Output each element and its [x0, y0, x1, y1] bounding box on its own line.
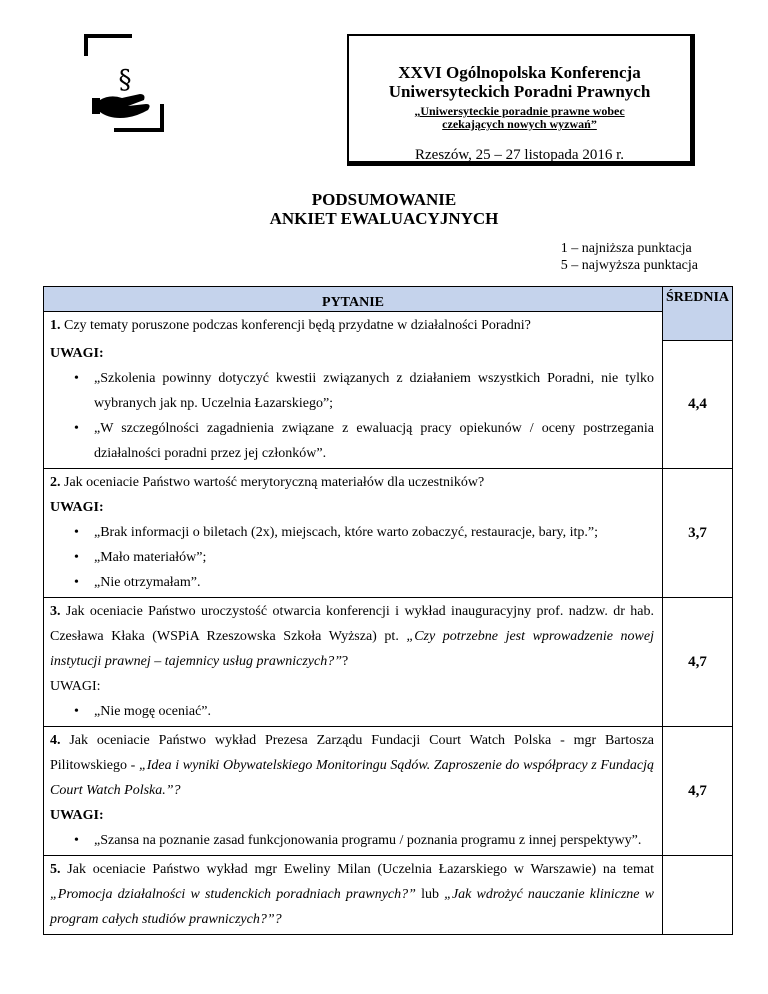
question-3: 3. Jak oceniacie Państwo uroczystość otwarcia konferencji i wykład inauguracyjny prof. nadzw. dr hab. Czesława Kłaka (WSPiA Rzeszowska Szkoła Wyższa) pt. „Czy potrzebne jest wprowadzenie nowej instytucji prawnej – tajemnicy usług prawniczych?”? UWAGI: • „Nie mogę oceniać”.: [44, 598, 663, 727]
note-item: • „Nie otrzymałam”.: [80, 570, 654, 595]
note-item: • „Szkolenia powinny dotyczyć kwestii związanych z działaniem wszystkich Poradni, nie tylko wybranych jak np. Uczelnia Łazarskiego”;: [80, 366, 654, 416]
question-5: 5. Jak oceniacie Państwo wykład mgr Eweliny Milan (Uczelnia Łazarskiego w Warszawie) na temat „Promocja działalności w studenckich poradniach prawnych?” lub „Jak wdrożyć nauczanie kliniczne w program całych studiów prawniczych?”?: [44, 856, 663, 935]
table-row: [44, 312, 733, 341]
table-header-row: [44, 287, 733, 312]
note-item: • „Szansa na poznanie zasad funkcjonowania programu / poznania programu z innej perspektywy”.: [80, 828, 654, 853]
question-column-header: PYTANIE: [44, 287, 663, 312]
notes-label: UWAGI:: [50, 679, 101, 694]
table-row: [44, 598, 733, 727]
question-4: 4. Jak oceniacie Państwo wykład Prezesa Zarządu Fundacji Court Watch Polska - mgr Bartosza Pilitowskiego - „Idea i wyniki Obywatelskiego Monitoringu Sądów. Zaproszenie do współpracy z Fundacją Court Watch Polska.”? UWAGI: • „Szansa na poznanie zasad funkcjonowania programu / poznania programu z innej perspektywy”.: [44, 727, 663, 856]
conference-title: XXVI Ogólnopolska Konferencja Uniwersyteckich Poradni Prawnych: [388, 63, 651, 101]
score-4: 4,7: [663, 727, 733, 856]
question-1: 1. Czy tematy poruszone podczas konferencji będą przydatne w działalności Poradni?: [44, 312, 663, 341]
score-2: 3,7: [663, 469, 733, 598]
notes-label: UWAGI:: [50, 808, 104, 823]
conference-subtitle: „Uniwersyteckie poradnie prawne wobec czekających nowych wyzwań”: [414, 104, 625, 131]
clinic-logo: [84, 34, 164, 132]
notes-label: UWAGI:: [50, 500, 104, 515]
rating-legend: [561, 240, 698, 274]
score-column-header: ŚREDNIA: [663, 287, 733, 341]
score-5: [663, 856, 733, 935]
svg-text:§: §: [118, 65, 132, 95]
hand-paragraph-icon: [84, 34, 164, 132]
note-item: • „Mało materiałów”;: [80, 545, 654, 570]
page-title: PODSUMOWANIE ANKIET EWALUACYJNYCH: [269, 190, 499, 228]
table-row: [44, 469, 733, 598]
note-item: • „W szczególności zagadnienia związane z ewaluacją pracy opiekunów / oceny postrzegania działalności poradni przez jej członków”.: [80, 416, 654, 466]
note-item: • „Brak informacji o biletach (2x), miejscach, które warto zobaczyć, restauracje, bary, itp.”;: [80, 520, 654, 545]
note-item: • „Nie mogę oceniać”.: [80, 699, 654, 724]
legend-high: 5 – najwyższa punktacja: [560, 258, 698, 273]
conference-date: Rzeszów, 25 – 27 listopada 2016 r.: [415, 147, 624, 163]
legend-low: 1 – najniższa punktacja: [560, 241, 692, 256]
score-1: 4,4: [663, 340, 733, 469]
question-1-notes: [44, 340, 663, 469]
conference-header: [347, 34, 695, 166]
table-row: [44, 727, 733, 856]
table-row: [44, 856, 733, 935]
question-2: 2. Jak oceniacie Państwo wartość merytoryczną materiałów dla uczestników? UWAGI: • „Brak informacji o biletach (2x), miejscach, które warto zobaczyć, restauracje, bary, itp.”; • „Mało materiałów”; • „Nie otrzymałam”.: [44, 469, 663, 598]
notes-label: UWAGI:: [50, 346, 104, 361]
table-row: [44, 340, 733, 469]
score-3: 4,7: [663, 598, 733, 727]
survey-table: [43, 286, 733, 935]
